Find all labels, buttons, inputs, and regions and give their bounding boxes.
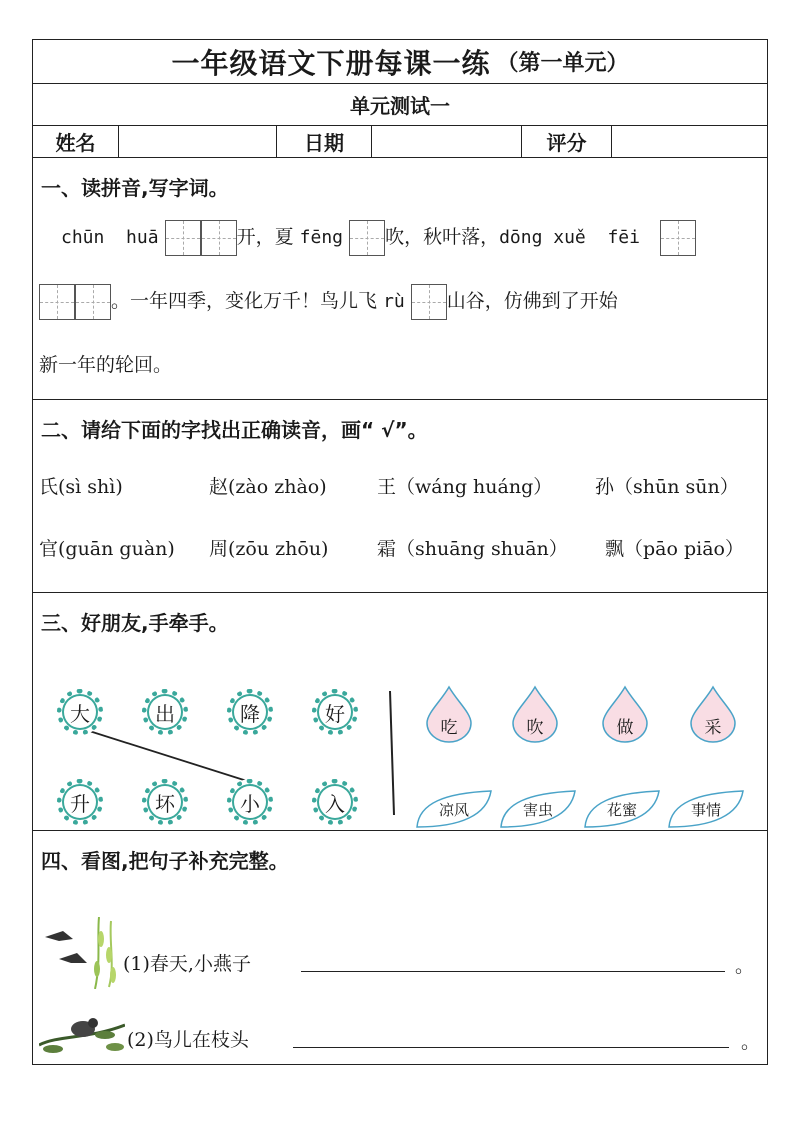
answer-box[interactable] [75,284,111,320]
reading-choice-7[interactable]: 霜（shuāng shuān） [377,538,568,560]
drop-zuo[interactable] [601,685,649,743]
answer-box[interactable] [411,284,447,320]
drop-label: 做 [616,718,634,738]
leaf-liangfeng[interactable] [415,789,493,829]
reading-choice-6[interactable]: 周(zōu zhōu) [209,538,329,560]
char-circle-huai[interactable]: 坏 [142,779,188,825]
sentence-2-end: 。 [741,1031,761,1053]
char-circle-da[interactable]: 大 [57,689,103,735]
text-yinian: 。一年四季，变化万千！鸟儿飞 [111,290,378,312]
answer-line-1[interactable] [301,971,725,972]
drop-chi[interactable] [425,685,473,743]
drop-chui[interactable] [511,685,559,743]
reading-choice-2[interactable]: 赵(zào zhào) [209,476,327,498]
pinyin-dongxuefei: dōng xuě fēi [499,227,640,248]
match-line-da-xiao [83,729,247,781]
leaf-label: 花蜜 [606,801,637,819]
bird-branch-illustration [39,1005,125,1065]
char-circle-sheng[interactable]: 升 [57,779,103,825]
drop-label: 吹 [526,718,544,738]
pinyin-ru: rù [383,291,405,312]
sentence-1-prompt: (1)春天,小燕子 [123,953,251,975]
answer-box[interactable] [201,220,237,256]
answer-box[interactable] [349,220,385,256]
worksheet-title: 一年级语文下册每课一练 [171,46,491,80]
name-label: 姓名 [33,126,119,157]
score-field[interactable] [612,126,767,157]
answer-line-2[interactable] [293,1047,729,1048]
answer-box[interactable] [165,220,201,256]
text-kai-xia: 开，夏 [236,226,294,248]
reading-choice-3[interactable]: 王（wáng huáng） [377,476,553,498]
char-circle-ru[interactable]: 入 [312,779,358,825]
answer-box[interactable] [39,284,75,320]
drop-cai[interactable] [689,685,737,743]
date-label: 日期 [277,126,372,157]
section-3-heading: 三、好朋友,手牵手。 [41,611,229,635]
char-circle-chu[interactable]: 出 [142,689,188,735]
worksheet-frame [32,39,768,1065]
reading-choice-4[interactable]: 孙（shūn sūn） [595,476,739,498]
title-row [33,40,767,84]
swallow-willow-illustration [39,917,121,989]
leaf-label: 害虫 [522,801,553,819]
section-1-heading: 一、读拼音,写字词。 [41,176,229,200]
char-circle-hao[interactable]: 好 [312,689,358,735]
text-shangu: 山谷，仿佛到了开始 [446,290,618,312]
section-4 [33,831,767,1066]
date-field[interactable] [372,126,522,157]
answer-box[interactable] [660,220,696,256]
section-4-heading: 四、看图,把句子补充完整。 [41,849,289,873]
drop-label: 吃 [440,718,458,738]
name-field[interactable] [119,126,277,157]
reading-choice-1[interactable]: 氏(sì shì) [39,476,123,498]
divider-line [390,691,394,815]
leaf-haichong[interactable] [499,789,577,829]
char-circle-xiao[interactable]: 小 [227,779,273,825]
sentence-1-end: 。 [735,955,755,977]
leaf-label: 事情 [690,801,721,819]
section-1 [33,158,767,400]
section-3 [33,593,767,831]
drop-label: 采 [704,718,722,738]
score-label: 评分 [522,126,612,157]
reading-choice-8[interactable]: 飘（pāo piāo） [605,538,744,560]
reading-choice-5[interactable]: 官(guān guàn) [39,538,175,560]
unit-test-title: 单元测试一 [33,84,767,126]
text-chui-qiu: 吹，秋叶落， [385,226,500,248]
info-row [33,126,767,158]
leaf-label: 凉风 [438,801,469,819]
leaf-shiqing[interactable] [667,789,745,829]
pinyin-chunhua: chūn huā [61,227,159,248]
leaf-huami[interactable] [583,789,661,829]
section-2 [33,400,767,593]
char-circle-jiang[interactable]: 降 [227,689,273,735]
sentence-2-prompt: (2)鸟儿在枝头 [127,1029,249,1051]
worksheet-title-suffix: （第一单元） [496,51,629,76]
pinyin-line-1 [61,220,696,256]
pinyin-feng: fēng [299,227,344,248]
pinyin-line-2 [39,284,618,320]
pinyin-line-3: 新一年的轮回。 [39,354,173,376]
section-2-heading: 二、请给下面的字找出正确读音，画“ √”。 [41,418,428,442]
